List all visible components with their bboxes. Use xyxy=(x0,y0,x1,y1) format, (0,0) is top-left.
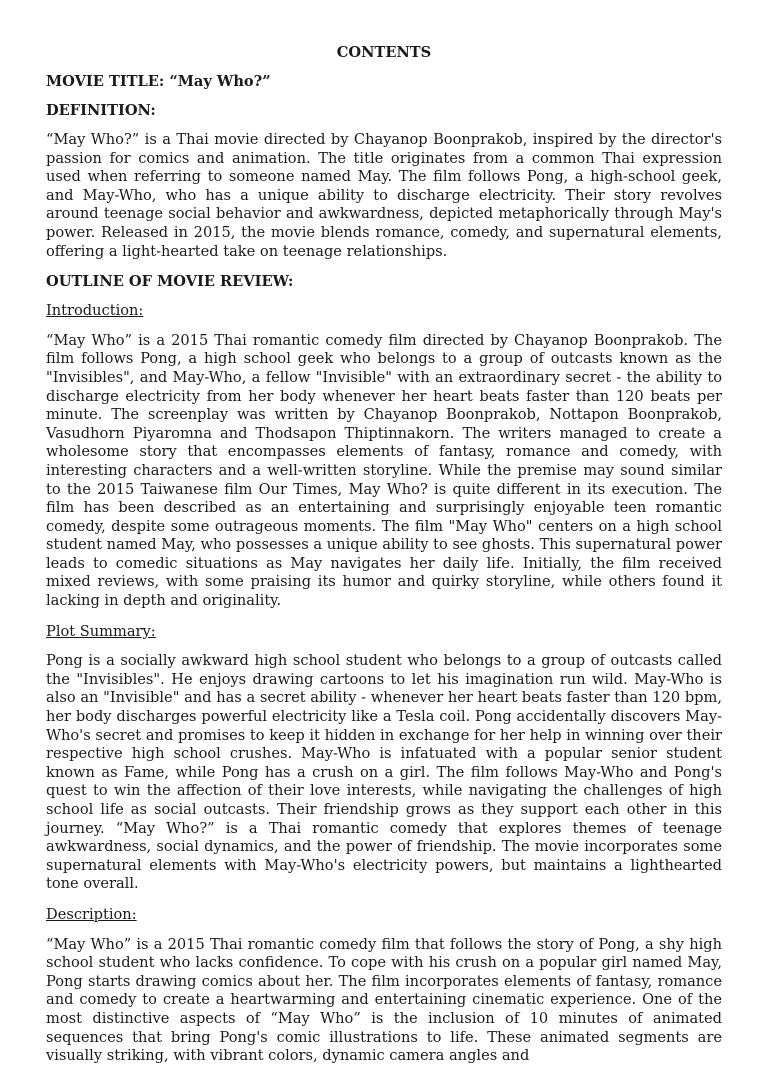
definition-label: DEFINITION: xyxy=(46,102,156,119)
description-paragraph: “May Who” is a 2015 Thai romantic comedy film that follows the story of Pong, a shy high school student who lacks confidence. To cope with his crush on a popular girl named May, Pong starts drawing comics about her. The film incorporates elements of fantasy, romance and comedy to create a heartwarming and entertaining cinematic experience. One of the most distinctive aspects of “May Who” is the inclusion of 10 minutes of animated sequences that bring Pong's comic illustrations to life. These animated segments are visually striking, with vibrant colors, dynamic camera angles and xyxy=(46,935,722,1065)
movie-title: MOVIE TITLE: “May Who?” xyxy=(46,73,271,90)
definition-paragraph: “May Who?” is a Thai movie directed by Chayanop Boonprakob, inspired by the director's passion for comics and animation. The title originates from a common Thai expression used when referring to someone named May. The film follows Pong, a high-school geek, and May-Who, who has a unique ability to discharge electricity. Their story revolves around teenage social behavior and awkwardness, depicted metaphorically through May's power. Released in 2015, the movie blends romance, comedy, and supernatural elements, offering a light-hearted take on teenage relationships. xyxy=(46,131,722,260)
plot-summary-heading: Plot Summary: xyxy=(46,622,156,640)
introduction-heading: Introduction: xyxy=(46,302,144,320)
introduction-paragraph: “May Who” is a 2015 Thai romantic comedy film directed by Chayanop Boonprakob. The film follows Pong, a high school geek who belongs to a group of outcasts known as the "Invisibles", and May-Who, a fellow "Invisible" with an extraordinary secret - the ability to discharge electricity from her body whenever her heart beats faster than 120 beats per minute. The screenplay was written by Chayanop Boonprakob, Nottapon Boonprakob, Vasudhorn Piyaromna and Thodsapon Thiptinnakorn. The writers managed to create a wholesome story that encompasses elements of fantasy, romance and comedy, with interesting characters and a well-written storyline. While the premise may sound similar to the 2015 Taiwanese film Our Times, May Who? is quite different in its execution. The film has been described as an entertaining and surprisingly enjoyable teen romantic comedy, despite some outrageous moments. The film "May Who" centers on a high school student named May, who possesses a unique ability to see ghosts. This supernatural power leads to comedic situations as May navigates her daily life. Initially, the film received mixed reviews, with some praising its humor and quirky storyline, while others found it lacking in depth and originality. xyxy=(46,331,722,610)
description-heading: Description: xyxy=(46,905,137,923)
outline-label: OUTLINE OF MOVIE REVIEW: xyxy=(46,273,294,291)
contents-heading: CONTENTS xyxy=(336,44,432,61)
plot-summary-paragraph: Pong is a socially awkward high school student who belongs to a group of outcasts called the "Invisibles". He enjoys drawing cartoons to let his imagination run wild. May-Who is also an "Invisible" and has a secret ability - whenever her heart beats faster than 120 bpm, her body discharges powerful electricity like a Tesla coil. Pong accidentally discovers May-Who's secret and promises to keep it hidden in exchange for her help in winning over their respective high school crushes. May-Who is infatuated with a popular senior student known as Fame, while Pong has a crush on a girl. The film follows May-Who and Pong's quest to win the affection of their love interests, while navigating the challenges of high school life as social outcasts. Their friendship grows as they support each other in this journey. “May Who?” is a Thai romantic comedy that explores themes of teenage awkwardness, social dynamics, and the power of friendship. The movie incorporates some supernatural elements with May-Who's electricity powers, but maintains a lighthearted tone overall. xyxy=(46,652,722,893)
